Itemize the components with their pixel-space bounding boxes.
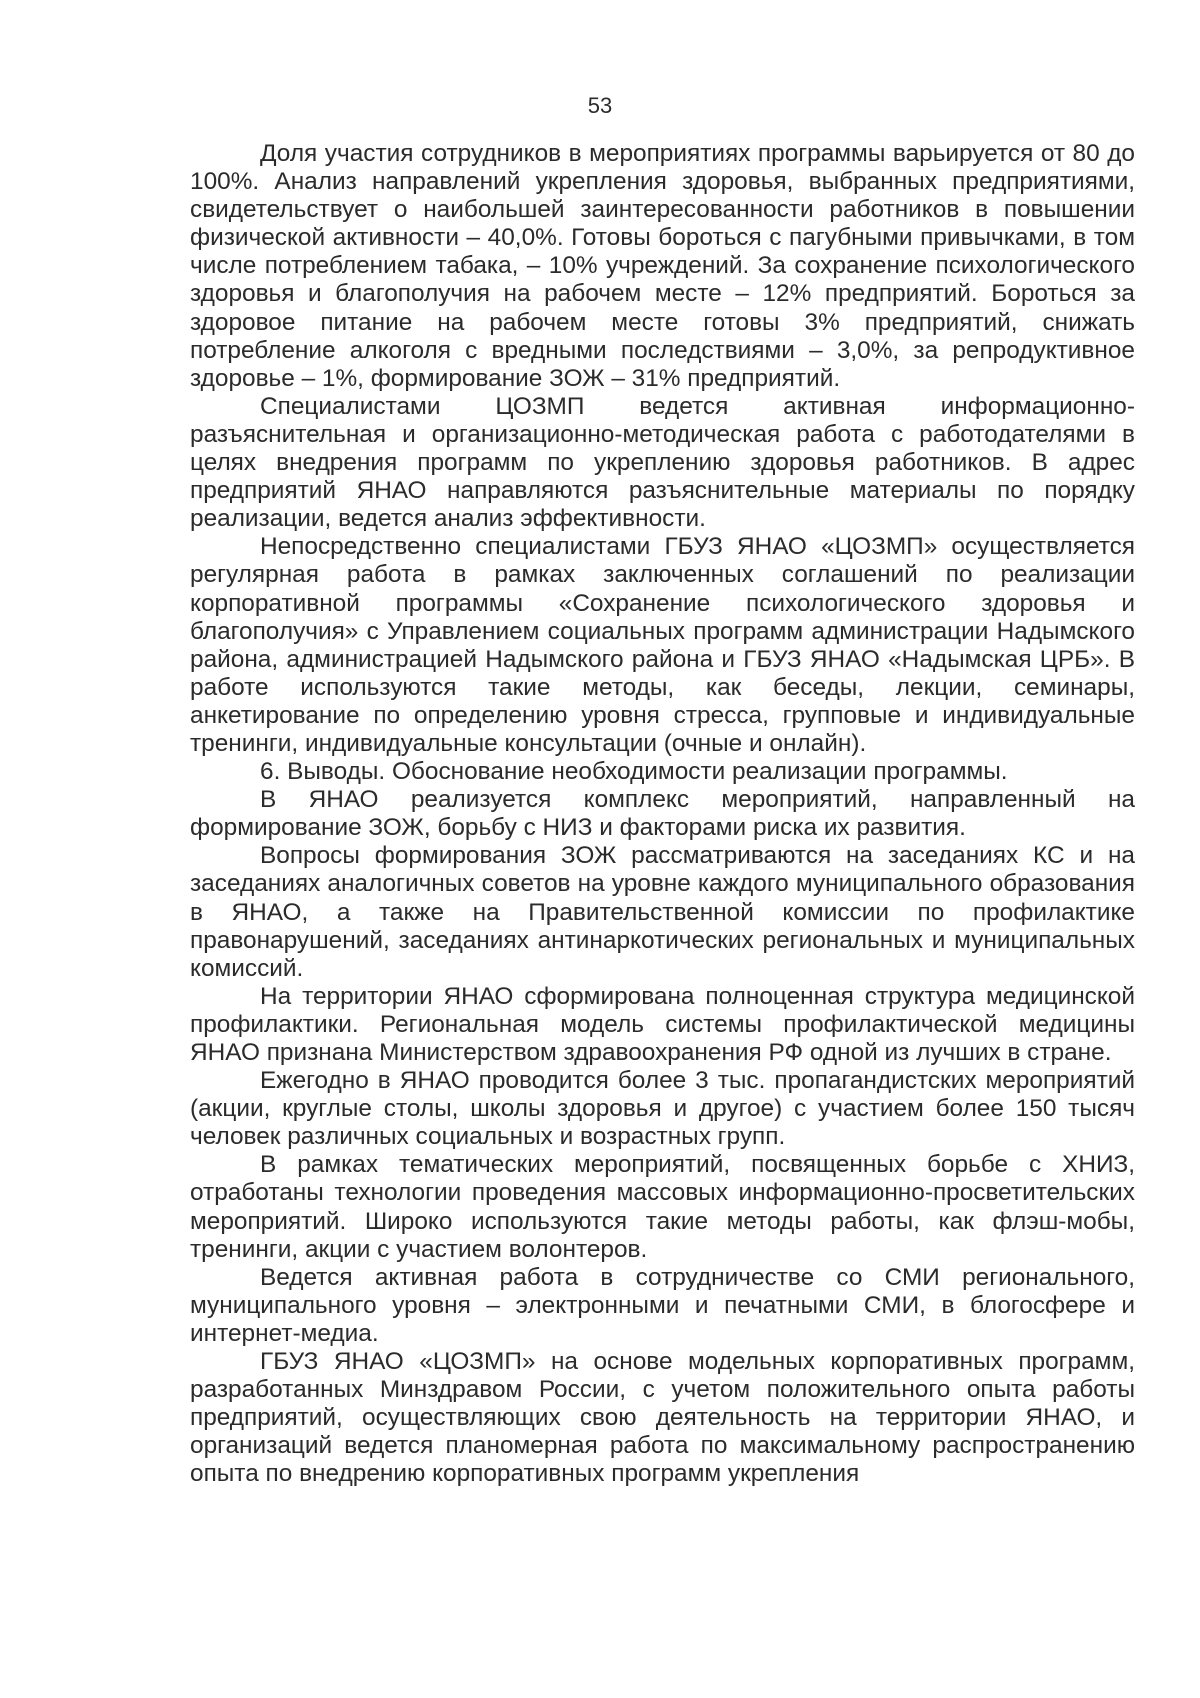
- paragraph-councils: Вопросы формирования ЗОЖ рассматриваются на заседаниях КС и на заседаниях аналогичных советов на уровне каждого муниципального образования в ЯНАО, а также на Правительственной комиссии по профилактике правонарушений, заседаниях антинаркотических региональных и муниципальных комиссий.: [190, 842, 1135, 982]
- page-number: 53: [587, 93, 613, 118]
- paragraph-measures-complex: В ЯНАО реализуется комплекс мероприятий, направленный на формирование ЗОЖ, борьбу с НИЗ и факторами риска их развития.: [190, 786, 1135, 842]
- paragraph-information-work: Специалистами ЦОЗМП ведется активная информационно-разъяснительная и организационно-методическая работа с работодателями в целях внедрения программ по укреплению здоровья работников. В адрес предприятий ЯНАО направляются разъяснительные материалы по порядку реализации, ведется анализ эффективности.: [190, 392, 1135, 533]
- paragraph-annual-events: Ежегодно в ЯНАО проводится более 3 тыс. пропагандистских мероприятий (акции, круглые столы, школы здоровья и другое) с участием более 150 тысяч человек различных социальных и возрастных групп.: [190, 1067, 1135, 1151]
- paragraph-thematic-events: В рамках тематических мероприятий, посвященных борьбе с ХНИЗ, отработаны технологии проведения массовых информационно-просветительских мероприятий. Широко используются такие методы работы, как флэш-мобы, тренинги, акции с участием волонтеров.: [190, 1151, 1135, 1263]
- paragraph-participation-share: Доля участия сотрудников в мероприятиях программы варьируется от 80 до 100%. Анализ направлений укрепления здоровья, выбранных предприятиями, свидетельствует о наибольшей заинтересованности работников в повышении физической активности – 40,0%. Готовы бороться с пагубными привычками, в том числе потреблением табака, – 10% учреждений. За сохранение психологического здоровья и благополучия на рабочем месте – 12% предприятий. Бороться за здоровое питание на рабочем месте готовы 3% предприятий, снижать потребление алкоголя с вредными последствиями – 3,0%, за репродуктивное здоровье – 1%, формирование ЗОЖ – 31% предприятий.: [190, 140, 1135, 392]
- paragraph-agreements: Непосредственно специалистами ГБУЗ ЯНАО «ЦОЗМП» осуществляется регулярная работа в рамках заключенных соглашений по реализации корпоративной программы «Сохранение психологического здоровья и благополучия» с Управлением социальных программ администрации Надымского района, администрацией Надымского района и ГБУЗ ЯНАО «Надымская ЦРБ». В работе используются такие методы, как беседы, лекции, семинары, анкетирование по определению уровня стресса, групповые и индивидуальные тренинги, индивидуальные консультации (очные и онлайн).: [190, 533, 1135, 757]
- section-heading-conclusions: 6. Выводы. Обоснование необходимости реализации программы.: [260, 758, 1008, 786]
- paragraph-prevention-structure: На территории ЯНАО сформирована полноценная структура медицинской профилактики. Региональная модель системы профилактической медицины ЯНАО признана Министерством здравоохранения РФ одной из лучших в стране.: [190, 982, 1135, 1066]
- paragraph-media-work: Ведется активная работа в сотрудничестве со СМИ регионального, муниципального уровня – электронными и печатными СМИ, в блогосфере и интернет-медиа.: [190, 1263, 1135, 1347]
- body-text: [190, 140, 1135, 1489]
- paragraph-corporate-programs: ГБУЗ ЯНАО «ЦОЗМП» на основе модельных корпоративных программ, разработанных Минздравом России, с учетом положительного опыта работы предприятий, осуществляющих свою деятельность на территории ЯНАО, и организаций ведется планомерная работа по максимальному распространению опыта по внедрению корпоративных программ укрепления: [190, 1348, 1135, 1488]
